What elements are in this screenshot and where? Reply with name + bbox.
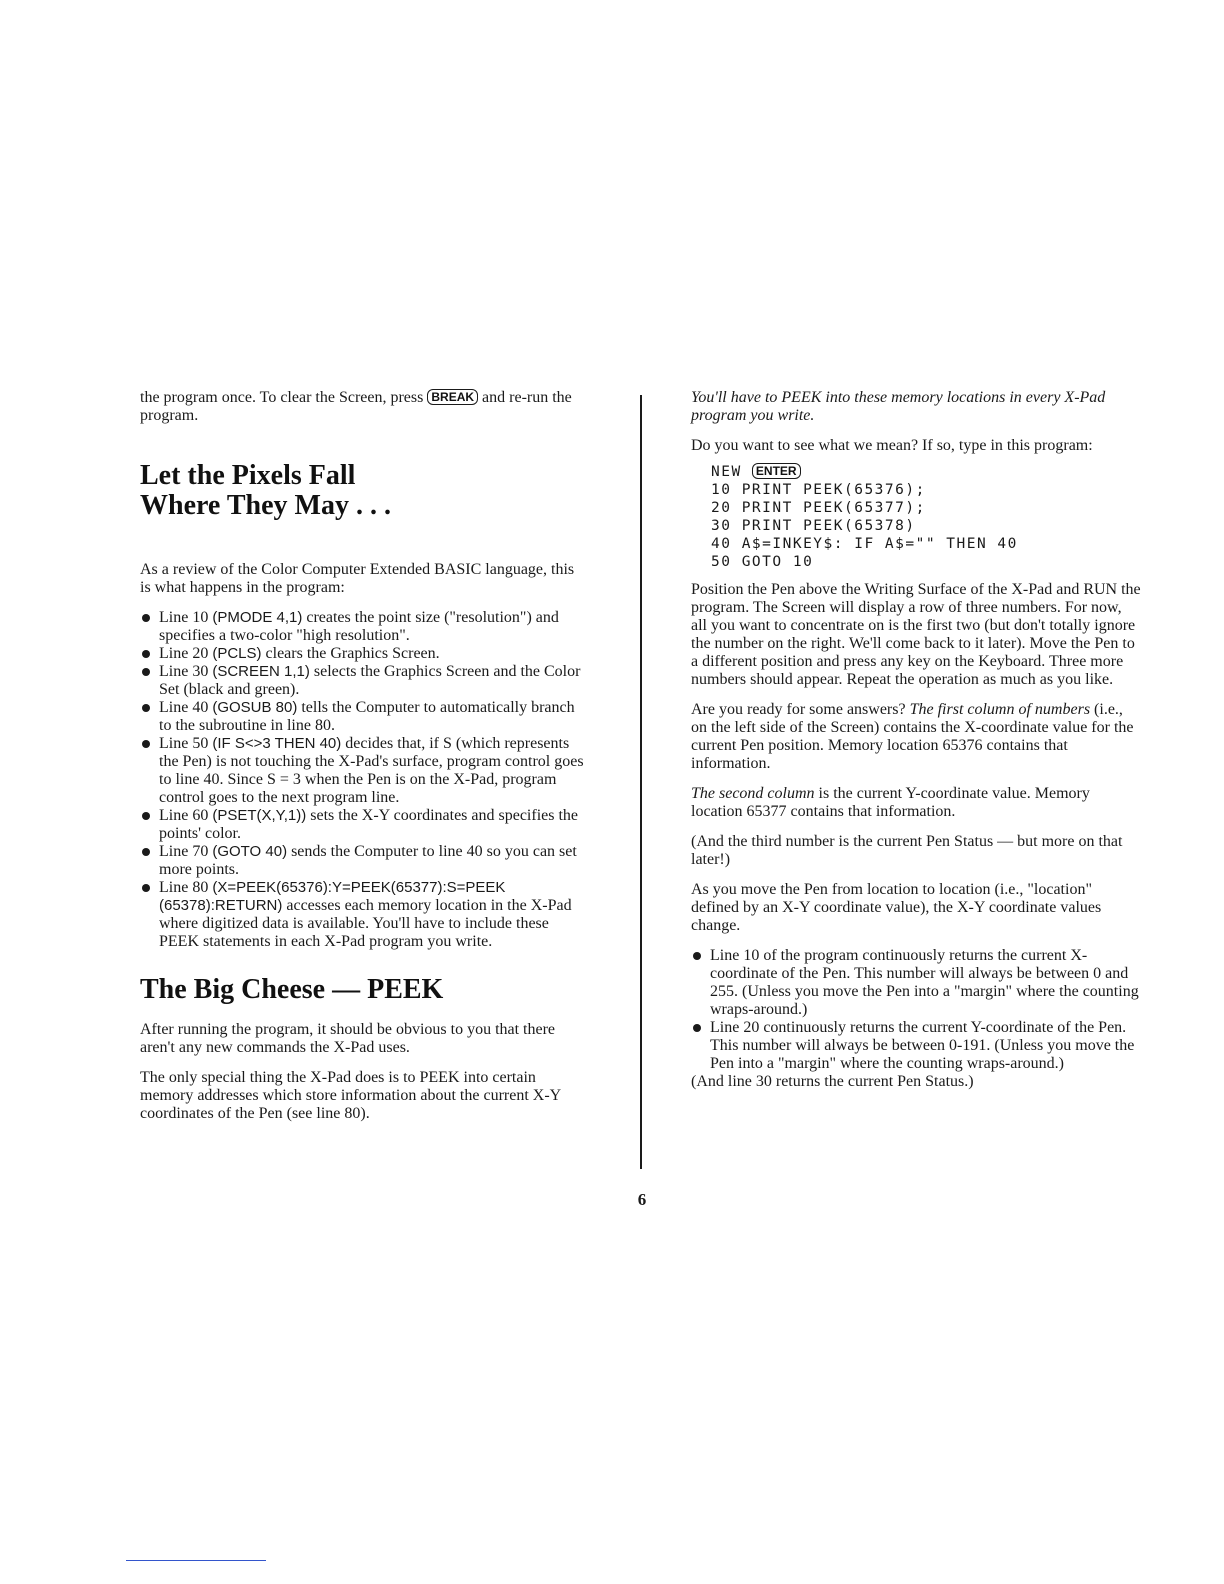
- break-key-icon: BREAK: [427, 389, 478, 405]
- peek-note: You'll have to PEEK into these memory locations in every X-Pad program you write.: [691, 389, 1106, 424]
- code-line: 20 PRINT PEEK(65377);: [711, 500, 926, 516]
- enter-key-icon: ENTER: [752, 463, 801, 479]
- position-paragraph: Position the Pen above the Writing Surface of the X-Pad and RUN the program. The Screen will display a row of three numbers. For now, all you want to concentrate on is the first two (but don't totally ignore the number on the right. We'll come back to it later). Move the Pen to a different position and press any key on the Keyboard. Three more numbers should appear. Repeat the operation as much as you like.: [691, 581, 1141, 688]
- question-paragraph: Do you want to see what we mean? If so, type in this program:: [691, 437, 1093, 454]
- bullet-icon: [142, 650, 150, 658]
- after-running-paragraph: After running the program, it should be obvious to you that there aren't any new commands the X-Pad uses.: [140, 1021, 556, 1056]
- list-item: Line 40 (GOSUB 80) tells the Computer to automatically branch to the subroutine in line 80.: [140, 699, 588, 735]
- second-column-paragraph: The second column is the current Y-coordinate value. Memory location 65377 contains that information.: [691, 785, 1090, 820]
- list-item: Line 20 continuously returns the current Y-coordinate of the Pen. This number will always be between 0-191. (Unless you move the Pen into a "margin" where the counting wraps-around.): [691, 1019, 1141, 1073]
- heading-big-cheese: The Big Cheese — PEEK: [140, 974, 444, 1005]
- list-item: Line 20 (PCLS) clears the Graphics Screen.: [140, 645, 588, 663]
- code-line: 30 PRINT PEEK(65378): [711, 518, 916, 534]
- move-pen-paragraph: As you move the Pen from location to location (i.e., "location" defined by an X-Y coordinate value), the X-Y coordinate values change.: [691, 881, 1102, 934]
- list-item: Line 80 (X=PEEK(65376):Y=PEEK(65377):S=PEEK (65378):RETURN) accesses each memory location in the X-Pad where digitized data is available. You'll have to include these PEEK statements in each X-Pad program you write.: [140, 879, 588, 951]
- bullet-icon: [142, 740, 150, 748]
- program-explanation-list: [140, 609, 588, 951]
- line-explanation-list: [691, 947, 1141, 1073]
- bullet-icon: [693, 952, 701, 960]
- bullet-icon: [142, 848, 150, 856]
- bullet-icon: [142, 614, 150, 622]
- pen-status-note: (And line 30 returns the current Pen Status.): [691, 1073, 974, 1090]
- code-line-new: NEW ENTER: [711, 463, 1141, 481]
- code-line: 40 A$=INKEY$: IF A$="" THEN 40: [711, 536, 1018, 552]
- list-item: Line 10 (PMODE 4,1) creates the point size ("resolution") and specifies a two-color "high resolution".: [140, 609, 588, 645]
- third-number-paragraph: (And the third number is the current Pen Status — but more on that later!): [691, 833, 1123, 868]
- code-line: 10 PRINT PEEK(65376);: [711, 482, 926, 498]
- list-item: Line 60 (PSET(X,Y,1)) sets the X-Y coordinates and specifies the points' color.: [140, 807, 588, 843]
- page-number: 6: [637, 1190, 647, 1209]
- footnote-rule: [126, 1560, 266, 1561]
- answers-paragraph: Are you ready for some answers? The first column of numbers (i.e., on the left side of the Screen) contains the X-coordinate value for the current Pen position. Memory location 65376 contains that information.: [691, 701, 1134, 772]
- heading-pixels-fall: Let the Pixels Fall Where They May . . .: [140, 460, 391, 521]
- right-column: [691, 389, 1141, 1103]
- bullet-icon: [693, 1024, 701, 1032]
- bullet-icon: [142, 668, 150, 676]
- list-item: Line 10 of the program continuously returns the current X-coordinate of the Pen. This number will always be between 0 and 255. (Unless you move the Pen into a "margin" where the counting wraps-around.): [691, 947, 1141, 1019]
- review-paragraph: As a review of the Color Computer Extended BASIC language, this is what happens in the program:: [140, 561, 575, 596]
- code-listing: [711, 463, 1141, 571]
- column-divider: [640, 395, 642, 1169]
- bullet-icon: [142, 812, 150, 820]
- bullet-icon: [142, 884, 150, 892]
- list-item: Line 50 (IF S<>3 THEN 40) decides that, if S (which represents the Pen) is not touching the X-Pad's surface, program control goes to line 40. Since S = 3 when the Pen is on the X-Pad, program control goes to the next program line.: [140, 735, 588, 807]
- intro-paragraph: the program once. To clear the Screen, press BREAK and re-run the program.: [140, 389, 572, 424]
- list-item: Line 30 (SCREEN 1,1) selects the Graphics Screen and the Color Set (black and green).: [140, 663, 588, 699]
- code-line: 50 GOTO 10: [711, 554, 814, 570]
- special-thing-paragraph: The only special thing the X-Pad does is to PEEK into certain memory addresses which store information about the current X-Y coordinates of the Pen (see line 80).: [140, 1069, 561, 1122]
- bullet-icon: [142, 704, 150, 712]
- list-item: Line 70 (GOTO 40) sends the Computer to line 40 so you can set more points.: [140, 843, 588, 879]
- left-column: [140, 389, 588, 1135]
